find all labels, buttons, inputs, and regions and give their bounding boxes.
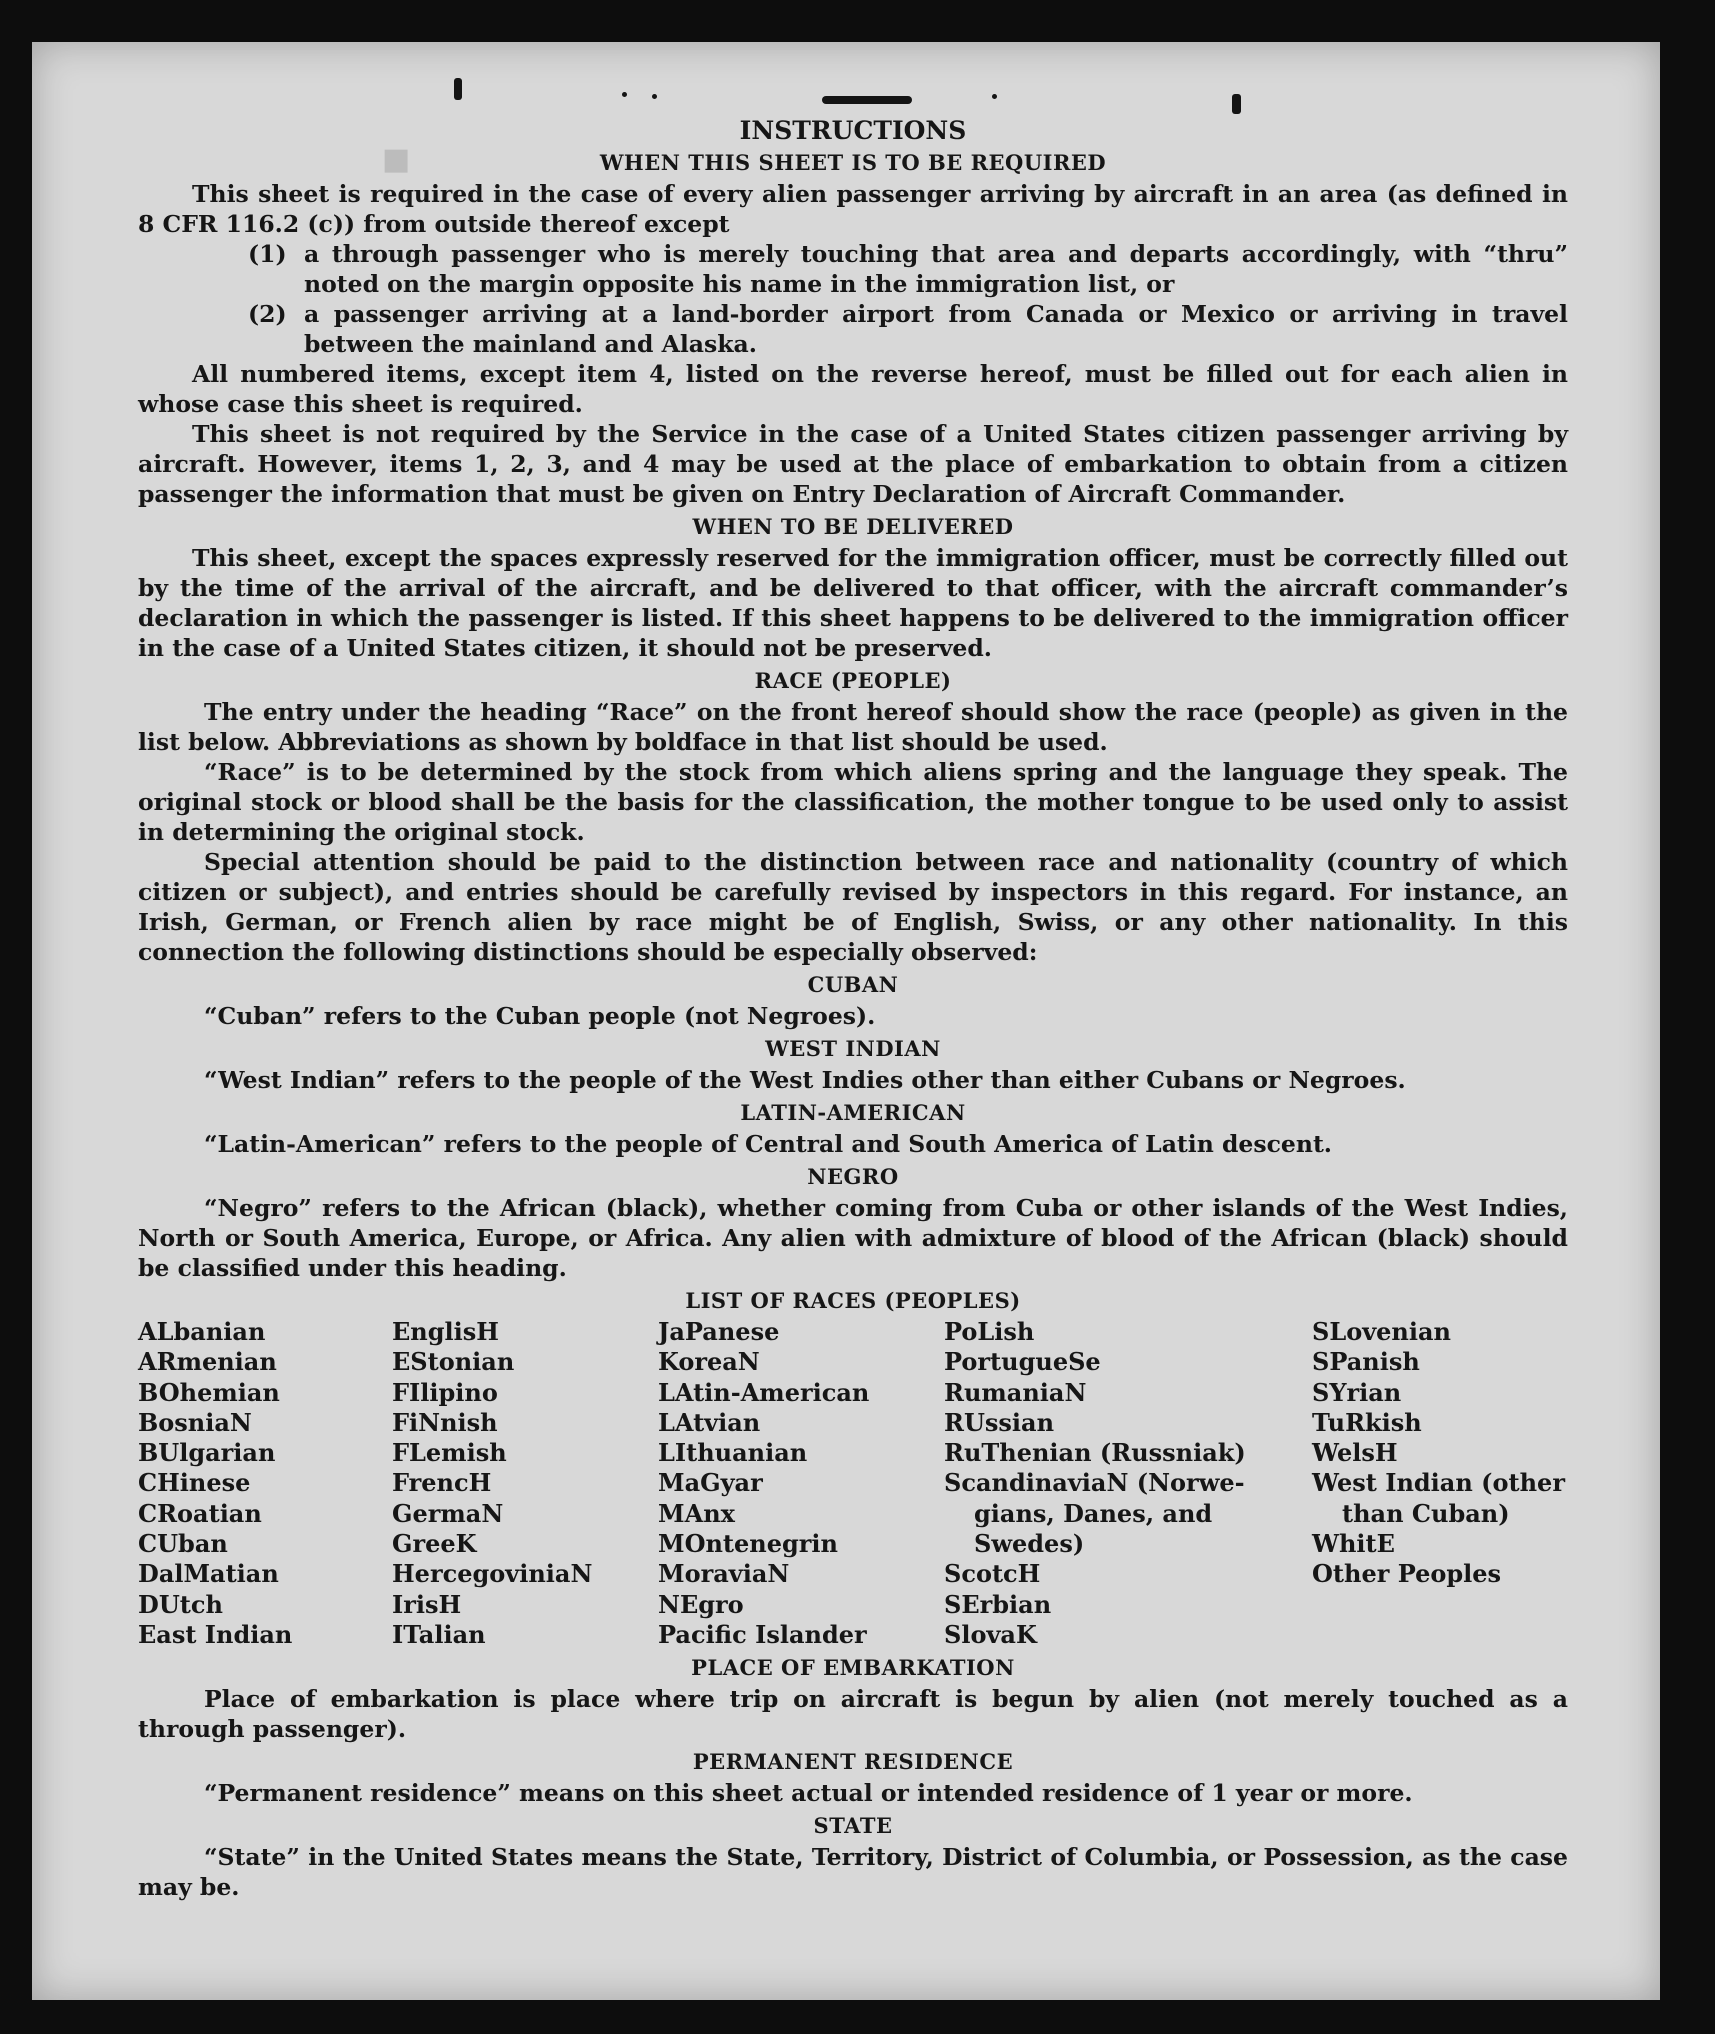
item-text: a through passenger who is merely touching that area and departs accordingly, with “thru” noted on the margin opposite his name in the immigration list, or [304, 240, 1568, 298]
race-item: GermaN [392, 1498, 504, 1528]
scan-mark [1232, 94, 1241, 114]
race-column [1312, 1317, 1568, 1650]
bleed-through-mark: ■ [382, 142, 411, 177]
race-item: PortugueSe [944, 1347, 1101, 1377]
race-item: SErbian [944, 1589, 1052, 1619]
heading-permanent-residence: PERMANENT RESIDENCE [692, 1749, 1014, 1775]
race-item: gians, Danes, and [974, 1498, 1213, 1528]
paragraph: “Cuban” refers to the Cuban people (not Negroes). [204, 1002, 876, 1030]
race-item: Pacific Islander [658, 1619, 867, 1649]
paragraph: “Latin-American” refers to the people of Central and South America of Latin descent. [204, 1130, 1332, 1158]
race-item: LAtvian [658, 1407, 761, 1437]
paragraph: “Permanent residence” means on this sheet actual or intended residence of 1 year or more. [204, 1779, 1413, 1808]
race-item: EnglisH [392, 1317, 499, 1346]
race-item: Swedes) [974, 1529, 1085, 1559]
scan-mark [652, 94, 657, 99]
heading-state: STATE [813, 1813, 893, 1839]
paragraph: Special attention should be paid to the distinction between race and nationality (country of which citizen or subject), and entries should be carefully revised by inspectors in this regard. For instance, an Irish, German, or French alien by race might be of English, Swiss, or any other nationality. In this connection the following distinctions should be especially observed: [138, 848, 1568, 966]
item-number: (1) [248, 240, 287, 268]
instructions-body [138, 116, 1568, 1902]
race-column [944, 1317, 1312, 1650]
race-item: BOhemian [138, 1377, 280, 1407]
scan-mark [622, 92, 627, 97]
race-item: CRoatian [138, 1498, 262, 1528]
race-item: LAtin-American [658, 1377, 870, 1407]
race-item: BosniaN [138, 1407, 252, 1437]
page-title: INSTRUCTIONS [739, 116, 967, 145]
race-item: CUban [138, 1529, 228, 1559]
race-item: DUtch [138, 1589, 223, 1619]
document-sheet [32, 42, 1660, 2000]
paragraph: The entry under the heading “Race” on the front hereof should show the race (people) as given in the list below. Abbreviations as shown by boldface in that list should be used. [138, 698, 1568, 756]
race-item: Other Peoples [1312, 1559, 1502, 1589]
race-item: KoreaN [658, 1347, 760, 1377]
race-item: ScandinaviaN (Norwe- [944, 1468, 1245, 1498]
race-item: GreeK [392, 1529, 477, 1559]
race-item: TuRkish [1312, 1407, 1422, 1437]
race-item: ARmenian [138, 1347, 277, 1377]
heading-place-of-embarkation: PLACE OF EMBARKATION [691, 1655, 1015, 1681]
race-item: MOntenegrin [658, 1529, 838, 1559]
scan-mark [822, 96, 912, 104]
race-item: EStonian [392, 1347, 515, 1377]
race-item: IrisH [392, 1589, 462, 1619]
paragraph: “West Indian” refers to the people of the West Indies other than either Cubans or Negroes. [204, 1066, 1406, 1094]
race-item: SPanish [1312, 1347, 1420, 1377]
race-item: CHinese [138, 1468, 251, 1498]
race-item: BUlgarian [138, 1438, 276, 1468]
race-item: HercegoviniaN [392, 1559, 593, 1589]
race-item: NEgro [658, 1589, 744, 1619]
item-number: (2) [248, 300, 287, 328]
list-item [248, 239, 1568, 299]
race-item: RUssian [944, 1407, 1055, 1437]
heading-list-of-races: LIST OF RACES (PEOPLES) [685, 1288, 1021, 1313]
race-item: MAnx [658, 1498, 735, 1528]
race-item: FrencH [392, 1468, 492, 1498]
race-item: than Cuban) [1342, 1498, 1510, 1528]
race-item: MaGyar [658, 1468, 763, 1498]
race-item: SYrian [1312, 1377, 1402, 1407]
race-column [658, 1317, 944, 1650]
race-item: FiNnish [392, 1407, 498, 1437]
paragraph: “Race” is to be determined by the stock from which aliens spring and the language they speak. The original stock or blood shall be the basis for the classification, the mother tongue to be used only to assist in determining the original stock. [138, 758, 1568, 846]
race-item: ITalian [392, 1619, 486, 1649]
paragraph: This sheet is not required by the Service in the case of a United States citizen passenger arriving by aircraft. However, items 1, 2, 3, and 4 may be used at the place of embarkation to obtain from a citizen passenger the information that must be given on Entry Declaration of Aircraft Commander. [138, 420, 1568, 508]
paragraph: Place of embarkation is place where trip on aircraft is begun by alien (not merely touched as a through passenger). [138, 1685, 1568, 1744]
race-item: FIlipino [392, 1377, 498, 1407]
race-item: JaPanese [658, 1317, 780, 1346]
race-item: MoraviaN [658, 1559, 790, 1589]
list-item [248, 299, 1568, 359]
heading-cuban: CUBAN [807, 972, 899, 997]
heading-west-indian: WEST INDIAN [765, 1036, 941, 1061]
paragraph: All numbered items, except item 4, listed on the reverse hereof, must be filled out for each alien in whose case this sheet is required. [138, 360, 1568, 418]
heading-when-delivered: WHEN TO BE DELIVERED [692, 514, 1014, 539]
paragraph: This sheet, except the spaces expressly reserved for the immigration officer, must be correctly filled out by the time of the arrival of the aircraft, and be delivered to that officer, with the aircraft commander’s declaration in which the passenger is listed. If this sheet happens to be delivered to the immigration officer in the case of a United States citizen, it should not be preserved. [138, 544, 1568, 662]
race-item: LIthuanian [658, 1438, 808, 1468]
paragraph: “Negro” refers to the African (black), whether coming from Cuba or other islands of the West Indies, North or South America, Europe, or Africa. Any alien with admixture of blood of the African (black) should be classified under this heading. [138, 1194, 1568, 1282]
race-item: ALbanian [138, 1317, 266, 1346]
paragraph: “State” in the United States means the State, Territory, District of Columbia, or Possession, as the case may be. [138, 1843, 1568, 1902]
item-text: a passenger arriving at a land-border airport from Canada or Mexico or arriving in travel between the mainland and Alaska. [304, 300, 1568, 358]
heading-race: RACE (PEOPLE) [754, 668, 952, 693]
heading-negro: NEGRO [807, 1164, 899, 1189]
scan-mark [992, 94, 997, 99]
race-item: PoLish [944, 1317, 1035, 1346]
paragraph: This sheet is required in the case of every alien passenger arriving by aircraft in an area (as defined in 8 CFR 116.2 (c)) from outside thereof except [138, 180, 1568, 238]
heading-when-required: WHEN THIS SHEET IS TO BE REQUIRED [599, 150, 1107, 175]
race-item: RuThenian (Russniak) [944, 1438, 1246, 1468]
race-item: ScotcH [944, 1559, 1041, 1589]
race-item: WhitE [1312, 1529, 1395, 1559]
race-item: East Indian [138, 1619, 293, 1649]
race-item: FLemish [392, 1438, 507, 1468]
race-item: West Indian (other [1312, 1468, 1565, 1498]
race-item: RumaniaN [944, 1377, 1087, 1407]
scan-mark [454, 78, 462, 100]
race-item: DalMatian [138, 1559, 279, 1589]
race-column [392, 1317, 658, 1650]
race-item: WelsH [1312, 1438, 1398, 1468]
race-item: SLovenian [1312, 1317, 1451, 1346]
race-item: SlovaK [944, 1619, 1037, 1649]
heading-latin-american: LATIN-AMERICAN [740, 1100, 966, 1125]
race-column [138, 1317, 392, 1650]
race-list [138, 1317, 1568, 1650]
